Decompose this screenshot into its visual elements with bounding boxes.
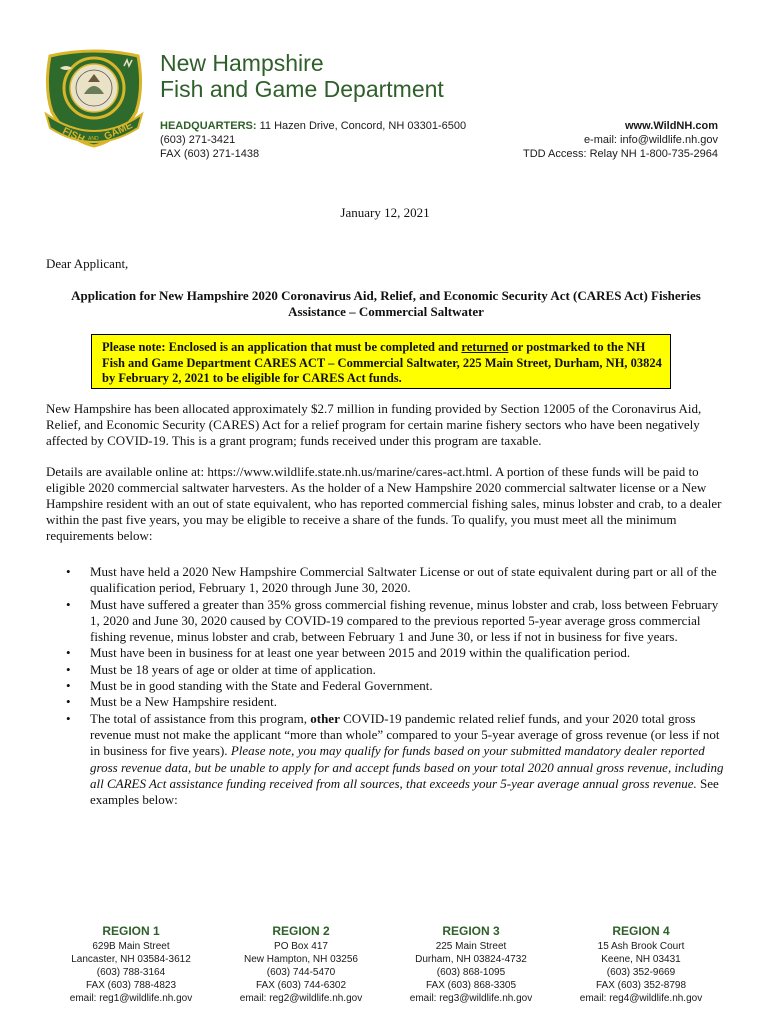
region-phone: (603) 788-3164	[96, 967, 166, 978]
requirement-text-part1: The total of assistance from this program,	[90, 710, 311, 726]
bullet-icon: •	[66, 661, 71, 677]
deadline-notice	[91, 334, 671, 389]
requirement-text: Must be in good standing with the State and Federal Government.	[90, 678, 433, 694]
hq-fax: FAX (603) 271-1438	[160, 148, 260, 160]
region-office	[46, 924, 216, 1005]
region-street: 15 Ash Brook Court	[597, 941, 685, 952]
document-title-line2: Assistance – Commercial Saltwater	[288, 304, 484, 319]
region-city: New Hampton, NH 03256	[244, 954, 358, 965]
list-item	[62, 711, 726, 809]
funding-paragraph: New Hampshire has been allocated approximately $2.7 million in funding provided by Section 12005 of the Coronavirus Aid, Relief, and Economic Security (CARES) Act for a relief program for certain marine fishery sectors who have been negatively affected by COVID-19. This is a grant program; funds received under this program are taxable.	[46, 401, 702, 448]
hq-address: 11 Hazen Drive, Concord, NH 03301-6500	[259, 120, 467, 132]
region-email[interactable]: email: reg3@wildlife.nh.gov	[409, 993, 533, 1004]
hq-phone: (603) 271-3421	[160, 134, 236, 146]
requirement-text-part2: COVID-19 pandemic related relief funds, and your 2020 total gross revenue must not make the applicant “more than whole” compared to your 5-year average of gross revenue (or less if not in business for five years).	[90, 710, 720, 759]
requirement-text-bold: other	[310, 710, 340, 726]
list-item	[62, 662, 726, 678]
list-item	[62, 694, 726, 710]
region-street: 629B Main Street	[92, 941, 170, 952]
bullet-icon: •	[66, 596, 71, 612]
list-item	[62, 645, 726, 661]
hq-label: HEADQUARTERS:	[160, 120, 257, 132]
bullet-icon: •	[66, 564, 71, 579]
bullet-icon: •	[66, 645, 71, 661]
region-city: Durham, NH 03824-4732	[415, 954, 527, 965]
region-phone: (603) 868-1095	[436, 967, 506, 978]
region-name: REGION 4	[612, 924, 670, 938]
region-phone: (603) 744-5470	[266, 967, 336, 978]
region-office	[556, 924, 726, 1005]
org-name-line2: Fish and Game Department	[160, 76, 444, 102]
requirements-list	[62, 564, 726, 808]
region-fax: FAX (603) 352-8798	[595, 980, 687, 991]
requirement-text: Must be a New Hampshire resident.	[90, 694, 278, 710]
web-contact	[523, 119, 718, 161]
region-email[interactable]: email: reg4@wildlife.nh.gov	[579, 993, 703, 1004]
region-city: Lancaster, NH 03584-3612	[71, 954, 191, 965]
requirement-text: Must have held a 2020 New Hampshire Commercial Saltwater License or out of state equivalent during part or all of the qualification period, February 1, 2020 through June 30, 2020.	[90, 564, 717, 596]
org-name	[160, 50, 444, 102]
region-office	[386, 924, 556, 1005]
requirement-text-part3: See examples below:	[90, 775, 719, 808]
region-email[interactable]: email: reg1@wildlife.nh.gov	[69, 993, 193, 1004]
email-link[interactable]: e-mail: info@wildlife.nh.gov	[583, 134, 718, 146]
document-title	[46, 288, 726, 320]
salutation: Dear Applicant,	[46, 256, 129, 271]
region-fax: FAX (603) 788-4823	[85, 980, 177, 991]
requirement-text: Must have suffered a greater than 35% gross commercial fishing revenue, minus lobster and crab, loss between February 1, 2020 and June 30, 2020 caused by COVID-19 compared to the previous reported 5-year average gross commercial fishing revenue, minus lobster and crab, between February 1 and June 30, or less if not in business for five years.	[90, 596, 719, 645]
website-link[interactable]: www.WildNH.com	[625, 120, 718, 132]
region-name: REGION 1	[102, 924, 160, 938]
region-street: PO Box 417	[274, 941, 328, 952]
nh-fish-game-seal-icon	[40, 48, 148, 148]
notice-text-part1: Please note: Enclosed is an application that must be completed and	[102, 340, 462, 354]
list-item	[62, 564, 726, 597]
list-item	[62, 597, 726, 646]
bullet-icon: •	[66, 710, 71, 726]
seal-text-mid: AND	[88, 136, 99, 142]
region-fax: FAX (603) 744-6302	[255, 980, 347, 991]
org-name-line1: New Hampshire	[160, 50, 324, 76]
region-fax: FAX (603) 868-3305	[425, 980, 517, 991]
notice-underlined: returned	[461, 340, 509, 354]
region-city: Keene, NH 03431	[601, 954, 681, 965]
region-phone: (603) 352-9669	[606, 967, 676, 978]
region-email[interactable]: email: reg2@wildlife.nh.gov	[239, 993, 363, 1004]
region-name: REGION 3	[442, 924, 500, 938]
tdd-access: TDD Access: Relay NH 1-800-735-2964	[522, 148, 718, 160]
seal-text-left: FISH	[60, 125, 87, 146]
notice-text-part2: or postmarked to the NH Fish and Game Department CARES ACT – Commercial Saltwater, 225 Main Street, Durham, NH, 03824 by February 2, 2021 to be eligible for CARES Act funds.	[102, 340, 662, 385]
requirement-text: Must have been in business for at least one year between 2015 and 2019 within the qualification period.	[90, 645, 631, 661]
region-office	[216, 924, 386, 1005]
region-street: 225 Main Street	[435, 941, 507, 952]
list-item	[62, 678, 726, 694]
headquarters-contact	[160, 119, 466, 161]
seal-text-right: GAME	[102, 120, 135, 143]
requirement-text: Must be 18 years of age or older at time of application.	[90, 661, 376, 677]
requirement-text-italic: Please note, you may qualify for funds based on your submitted mandatory dealer reported gross revenue data, but be unable to apply for and accept funds based on your total 2020 annual gross revenue, including all CARES Act assistance funding received from all sources, that exceeds your 5-year average annual gross revenue.	[90, 743, 724, 791]
details-paragraph: Details are available online at: https://www.wildlife.state.nh.us/marine/cares-act.html. A portion of these funds will be paid to eligible 2020 commercial saltwater harvesters. As the holder of a New Hampshire 2020 commercial saltwater license or a New Hampshire resident with an out of state equivalent, who has reported commercial fishing sales, minus lobster and crab, to a dealer within the past five years, you may be eligible to receive a share of the funds. To qualify, you must meet all the minimum requirements below:	[46, 464, 722, 543]
region-name: REGION 2	[272, 924, 330, 938]
letter-date: January 12, 2021	[340, 205, 430, 220]
regional-offices-footer	[46, 924, 726, 1005]
bullet-icon: •	[66, 694, 71, 710]
bullet-icon: •	[66, 678, 71, 694]
document-title-line1: Application for New Hampshire 2020 Coronavirus Aid, Relief, and Economic Security Act (CARES Act) Fisheries	[71, 288, 701, 303]
